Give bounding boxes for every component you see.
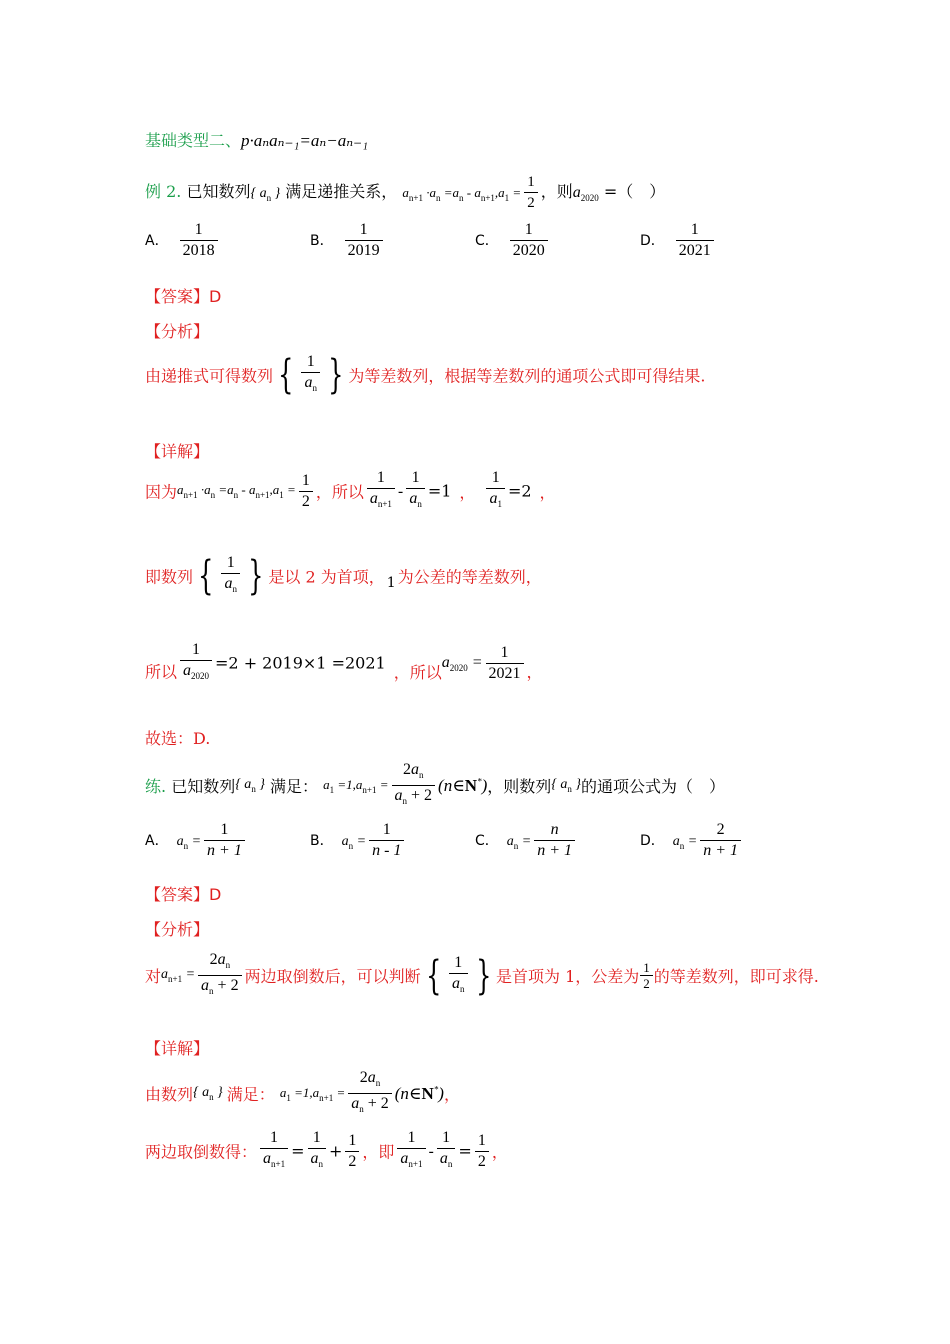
example-2-question: 例 2. 已知数列{ $a_n$ } 满足递推关系， $a_{n+1} \cdot a_n =a_n - a_{n+1},a_1$ = $\frac{1}{2}$ ，则$a_{2020}$ =（ ） [145, 174, 666, 211]
detail-line-4: 故选：D. [145, 729, 211, 748]
practice-label: 练. [145, 777, 167, 796]
practice-analysis-text: 对$a_{n+1}$ = $\frac{2a_n}{a_n + 2}$ 两边取倒数后，可以判断 { $\frac{1}{a_n}$ } 是首项为 1，公差为 $\frac{1}{2}$ 的等差数列，即可求得. [145, 950, 819, 1001]
option-c[interactable]: C． $\frac{1}{2020}$ [475, 220, 551, 261]
option-a[interactable]: A． $\frac{1}{2018}$ [145, 220, 221, 261]
section-title [145, 128, 368, 151]
question-text: 满足递推关系， [285, 182, 398, 201]
section-title-text: 基础类型二、 [145, 131, 242, 150]
analysis-text: 由递推式可得数列 { $\frac{1}{a_n}$ } 为等差数列，根据等差数列的通项公式即可得结果. [145, 352, 706, 398]
practice-analysis-tag: 【分析】 [145, 920, 210, 939]
practice-option-a[interactable]: A． $a_n$ = $\frac{1}{n + 1}$ [145, 820, 248, 861]
option-d[interactable]: D． $\frac{1}{2021}$ [640, 220, 717, 261]
practice-detail-line-1: 由数列{ $a_n$ } 满足： $a_1 =1,a_{n+1}$ = $\frac{2a_n}{a_n + 2}$ (n∈N*)， [145, 1068, 460, 1119]
analysis-tag: 【分析】 [145, 322, 210, 341]
practice-option-c[interactable]: C． $a_n$ = $\frac{n}{n + 1}$ [475, 820, 578, 861]
question-text: ，则 [540, 182, 573, 201]
answer-value: D [209, 287, 222, 306]
detail-line-3: 所以 $\frac{1}{a_{2020}}$ =2 + 2019×1 =2021 ，所以$a_{2020}$ = $\frac{1}{2021}$ ， [145, 640, 543, 686]
question-text: =（ ） [603, 182, 666, 201]
answer-line [145, 284, 221, 307]
practice-option-b[interactable]: B． $a_n$ = $\frac{1}{n - 1}$ [310, 820, 407, 861]
practice-question: 练. 已知数列{ $a_n$ } 满足： $a_1 =1,a_{n+1}$ = $\frac{2a_n}{a_n + 2}$ (n∈N*)，则数列{ $a_n$ }的通项公式为（ ） [145, 760, 725, 811]
detail-line-1: 因为$a_{n+1} \cdot a_n =a_n - a_{n+1},a_1$ = $\frac{1}{2}$ ，所以 $\frac{1}{a_{n+1}}$ - $\frac{1}{a_n}$ =1 ， $\frac{1}{a_1}$ =2 ， [145, 468, 556, 514]
question-text: 已知数列 [186, 182, 251, 201]
answer-tag: 【答案】 [145, 287, 210, 306]
practice-option-d[interactable]: D． $a_n$ = $\frac{2}{n + 1}$ [640, 820, 744, 861]
detail-tag: 【详解】 [145, 442, 210, 461]
option-b[interactable]: B． $\frac{1}{2019}$ [310, 220, 386, 261]
practice-detail-line-2: 两边取倒数得： $\frac{1}{a_{n+1}}$ = $\frac{1}{a_n}$ + $\frac{1}{2}$ ，即 $\frac{1}{a_{n+1}}$ - $\frac{1}{a_n}$ = $\frac{1}{2}$ ， [145, 1128, 508, 1174]
practice-answer-value: D [209, 885, 222, 904]
section-formula: p·aₙaₙ₋₁=aₙ−aₙ₋₁ [241, 131, 369, 150]
practice-detail-tag: 【详解】 [145, 1039, 210, 1058]
practice-answer-line: 【答案】D [145, 885, 222, 904]
example-label: 例 2. [145, 182, 182, 201]
detail-line-2: 即数列 { $\frac{1}{a_n}$ } 是以 2 为首项， 1 为公差的等差数列， [145, 553, 542, 599]
